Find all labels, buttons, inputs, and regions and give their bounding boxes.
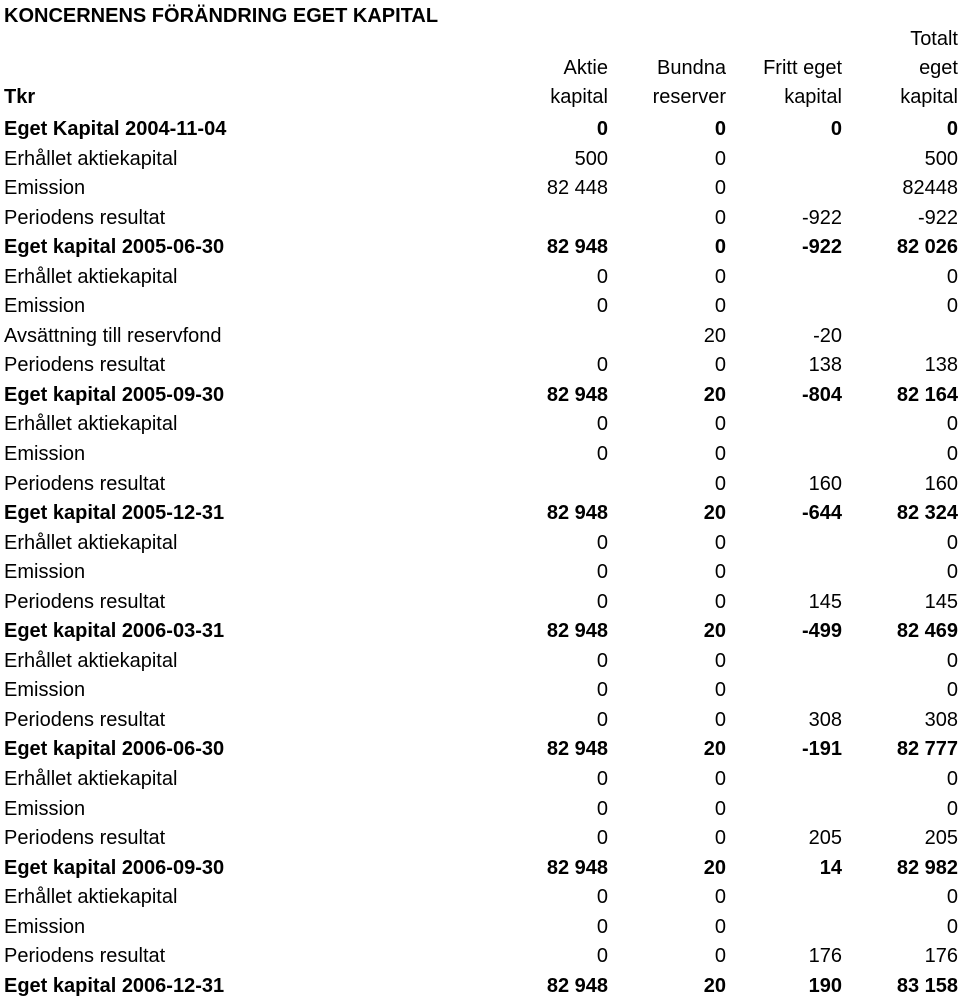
- cell-bundna-reserver: 0: [714, 561, 726, 584]
- column-header-line: Aktie: [563, 57, 608, 79]
- cell-aktiekapital: 82 948: [546, 856, 608, 879]
- row-label: Erhållet aktiekapital: [4, 886, 178, 909]
- table-row: [0, 263, 960, 293]
- cell-totalt-eget-kapital: 82 982: [896, 856, 958, 879]
- cell-aktiekapital: 0: [596, 886, 608, 909]
- cell-totalt-eget-kapital: 500: [924, 147, 958, 170]
- column-header-line: eget: [919, 57, 958, 79]
- cell-aktiekapital: 0: [596, 797, 608, 820]
- cell-aktiekapital: 82 948: [546, 383, 608, 406]
- column-header-totalt-eget-kapital: [900, 25, 958, 112]
- table-row: [0, 706, 960, 736]
- cell-fritt-eget-kapital: 14: [819, 856, 842, 879]
- table-row-subtotal: [0, 233, 960, 263]
- cell-totalt-eget-kapital: 308: [924, 708, 958, 731]
- cell-totalt-eget-kapital: 145: [924, 590, 958, 613]
- cell-aktiekapital: 0: [596, 443, 608, 466]
- cell-aktiekapital: 0: [596, 945, 608, 968]
- row-label: Periodens resultat: [4, 206, 166, 229]
- column-header-aktiekapital: [550, 54, 608, 112]
- cell-aktiekapital: 82 948: [546, 236, 608, 259]
- cell-totalt-eget-kapital: 83 158: [896, 974, 958, 997]
- table-row-subtotal: [0, 972, 960, 1001]
- cell-aktiekapital: 82 948: [546, 738, 608, 761]
- column-header-line: kapital: [784, 86, 842, 108]
- cell-totalt-eget-kapital: 82448: [902, 177, 958, 200]
- row-label: Erhållet aktiekapital: [4, 147, 178, 170]
- table-row: [0, 440, 960, 470]
- table-row: [0, 174, 960, 204]
- cell-aktiekapital: 0: [596, 561, 608, 584]
- table-row-subtotal: [0, 499, 960, 529]
- cell-totalt-eget-kapital: 82 164: [896, 383, 958, 406]
- row-label: Eget Kapital 2004-11-04: [4, 118, 227, 140]
- cell-bundna-reserver: 20: [703, 974, 726, 997]
- cell-bundna-reserver: 0: [714, 768, 726, 791]
- cell-fritt-eget-kapital: -499: [801, 620, 842, 643]
- cell-fritt-eget-kapital: -922: [801, 236, 842, 259]
- cell-aktiekapital: 0: [596, 827, 608, 850]
- cell-fritt-eget-kapital: -644: [801, 502, 842, 525]
- cell-bundna-reserver: 0: [714, 413, 726, 436]
- cell-aktiekapital: 0: [596, 295, 608, 318]
- cell-bundna-reserver: 0: [714, 915, 726, 938]
- row-label: Eget kapital 2005-12-31: [4, 502, 225, 525]
- cell-fritt-eget-kapital: -804: [801, 383, 842, 406]
- cell-aktiekapital: 82 948: [546, 502, 608, 525]
- row-label: Emission: [4, 177, 86, 200]
- cell-fritt-eget-kapital: -191: [801, 738, 842, 761]
- cell-totalt-eget-kapital: 0: [946, 295, 958, 318]
- cell-totalt-eget-kapital: 0: [946, 679, 958, 702]
- cell-fritt-eget-kapital: 138: [808, 354, 842, 377]
- cell-bundna-reserver: 0: [714, 945, 726, 968]
- row-label: Periodens resultat: [4, 827, 166, 850]
- table-row: [0, 795, 960, 825]
- column-header-line: kapital: [900, 86, 958, 108]
- cell-totalt-eget-kapital: 0: [946, 797, 958, 820]
- cell-totalt-eget-kapital: 0: [946, 118, 958, 140]
- cell-aktiekapital: 82 948: [546, 620, 608, 643]
- cell-fritt-eget-kapital: 205: [808, 827, 842, 850]
- row-label: Erhållet aktiekapital: [4, 413, 178, 436]
- table-row: [0, 470, 960, 500]
- cell-aktiekapital: 0: [596, 708, 608, 731]
- cell-bundna-reserver: 0: [714, 472, 726, 495]
- cell-bundna-reserver: 20: [703, 324, 726, 347]
- table-row-subtotal: [0, 854, 960, 884]
- table-row: [0, 824, 960, 854]
- column-header-line: Fritt eget: [763, 57, 842, 79]
- row-label: Emission: [4, 797, 86, 820]
- table-row-subtotal: [0, 115, 960, 145]
- cell-aktiekapital: 500: [574, 147, 608, 170]
- table-row-subtotal: [0, 381, 960, 411]
- cell-bundna-reserver: 0: [714, 797, 726, 820]
- cell-aktiekapital: 0: [596, 118, 608, 140]
- row-label: Erhållet aktiekapital: [4, 265, 178, 288]
- cell-totalt-eget-kapital: 138: [924, 354, 958, 377]
- cell-totalt-eget-kapital: 0: [946, 531, 958, 554]
- table-row: [0, 204, 960, 234]
- cell-bundna-reserver: 0: [714, 886, 726, 909]
- table-row: [0, 676, 960, 706]
- cell-aktiekapital: 0: [596, 915, 608, 938]
- cell-totalt-eget-kapital: 0: [946, 561, 958, 584]
- cell-aktiekapital: 0: [596, 768, 608, 791]
- table-row: [0, 588, 960, 618]
- cell-bundna-reserver: 20: [703, 383, 726, 406]
- cell-bundna-reserver: 0: [714, 354, 726, 377]
- cell-bundna-reserver: 0: [714, 265, 726, 288]
- cell-totalt-eget-kapital: 0: [946, 886, 958, 909]
- row-label: Periodens resultat: [4, 945, 166, 968]
- row-label: Emission: [4, 679, 86, 702]
- row-label: Eget kapital 2005-09-30: [4, 383, 225, 406]
- row-label: Periodens resultat: [4, 708, 166, 731]
- cell-aktiekapital: 82 448: [546, 177, 608, 200]
- cell-fritt-eget-kapital: 190: [808, 974, 842, 997]
- cell-totalt-eget-kapital: 82 777: [896, 738, 958, 761]
- table-row: [0, 292, 960, 322]
- column-header-line: Totalt: [910, 28, 958, 50]
- cell-totalt-eget-kapital: 0: [946, 915, 958, 938]
- cell-bundna-reserver: 0: [714, 236, 726, 259]
- cell-totalt-eget-kapital: 176: [924, 945, 958, 968]
- column-header-line: reserver: [652, 86, 726, 108]
- cell-bundna-reserver: 0: [714, 206, 726, 229]
- row-label: Eget kapital 2006-12-31: [4, 974, 225, 997]
- cell-bundna-reserver: 0: [714, 118, 726, 140]
- row-label: Eget kapital 2006-03-31: [4, 620, 225, 643]
- table-row: [0, 529, 960, 559]
- cell-aktiekapital: 0: [596, 354, 608, 377]
- cell-fritt-eget-kapital: 308: [808, 708, 842, 731]
- table-row: [0, 351, 960, 381]
- row-label: Emission: [4, 915, 86, 938]
- row-label: Periodens resultat: [4, 354, 166, 377]
- cell-bundna-reserver: 20: [703, 856, 726, 879]
- table-row-subtotal: [0, 617, 960, 647]
- cell-bundna-reserver: 0: [714, 708, 726, 731]
- cell-aktiekapital: 0: [596, 413, 608, 436]
- row-label: Eget kapital 2006-06-30: [4, 738, 225, 761]
- row-label: Eget kapital 2006-09-30: [4, 856, 225, 879]
- table-row: [0, 558, 960, 588]
- cell-fritt-eget-kapital: -922: [801, 206, 842, 229]
- table-row: [0, 410, 960, 440]
- column-header-bundna-reserver: [653, 54, 726, 112]
- cell-bundna-reserver: 0: [714, 531, 726, 554]
- cell-bundna-reserver: 0: [714, 679, 726, 702]
- cell-totalt-eget-kapital: 82 469: [896, 620, 958, 643]
- cell-fritt-eget-kapital: 176: [808, 945, 842, 968]
- cell-bundna-reserver: 0: [714, 147, 726, 170]
- row-label: Erhållet aktiekapital: [4, 531, 178, 554]
- cell-fritt-eget-kapital: 145: [808, 590, 842, 613]
- cell-totalt-eget-kapital: 0: [946, 649, 958, 672]
- row-label: Eget kapital 2005-06-30: [4, 236, 225, 259]
- cell-fritt-eget-kapital: 160: [808, 472, 842, 495]
- table-body: [0, 115, 960, 1001]
- row-label: Erhållet aktiekapital: [4, 768, 178, 791]
- cell-totalt-eget-kapital: 0: [946, 768, 958, 791]
- cell-bundna-reserver: 20: [703, 620, 726, 643]
- cell-totalt-eget-kapital: 0: [946, 443, 958, 466]
- cell-aktiekapital: 0: [596, 679, 608, 702]
- row-label: Emission: [4, 295, 86, 318]
- column-header-fritt-eget-kapital: [763, 54, 842, 112]
- cell-bundna-reserver: 20: [703, 738, 726, 761]
- row-label: Emission: [4, 561, 86, 584]
- table-row-subtotal: [0, 735, 960, 765]
- table-row: [0, 913, 960, 943]
- table-row: [0, 322, 960, 352]
- cell-aktiekapital: 0: [596, 649, 608, 672]
- column-header-line: Bundna: [657, 57, 726, 79]
- row-label: Avsättning till reservfond: [4, 324, 222, 347]
- cell-totalt-eget-kapital: 82 026: [896, 236, 958, 259]
- column-header-line: kapital: [550, 86, 608, 108]
- cell-aktiekapital: 0: [596, 590, 608, 613]
- unit-label: Tkr: [4, 86, 36, 108]
- cell-bundna-reserver: 0: [714, 827, 726, 850]
- cell-aktiekapital: 0: [596, 265, 608, 288]
- cell-bundna-reserver: 0: [714, 443, 726, 466]
- cell-totalt-eget-kapital: -922: [917, 206, 958, 229]
- cell-fritt-eget-kapital: 0: [830, 118, 842, 140]
- row-label: Emission: [4, 443, 86, 466]
- row-label: Periodens resultat: [4, 472, 166, 495]
- table-row: [0, 647, 960, 677]
- cell-aktiekapital: 0: [596, 531, 608, 554]
- cell-aktiekapital: 82 948: [546, 974, 608, 997]
- cell-bundna-reserver: 0: [714, 590, 726, 613]
- cell-bundna-reserver: 20: [703, 502, 726, 525]
- cell-bundna-reserver: 0: [714, 295, 726, 318]
- cell-bundna-reserver: 0: [714, 649, 726, 672]
- table-header: [0, 28, 960, 112]
- table-row: [0, 883, 960, 913]
- row-label: Periodens resultat: [4, 590, 166, 613]
- table-row: [0, 145, 960, 175]
- row-label: Erhållet aktiekapital: [4, 649, 178, 672]
- table-row: [0, 765, 960, 795]
- cell-totalt-eget-kapital: 0: [946, 413, 958, 436]
- table-row: [0, 942, 960, 972]
- page-title: KONCERNENS FÖRÄNDRING EGET KAPITAL: [4, 5, 439, 27]
- cell-totalt-eget-kapital: 0: [946, 265, 958, 288]
- cell-bundna-reserver: 0: [714, 177, 726, 200]
- cell-totalt-eget-kapital: 160: [924, 472, 958, 495]
- cell-fritt-eget-kapital: -20: [813, 324, 842, 347]
- cell-totalt-eget-kapital: 82 324: [896, 502, 958, 525]
- cell-totalt-eget-kapital: 205: [924, 827, 958, 850]
